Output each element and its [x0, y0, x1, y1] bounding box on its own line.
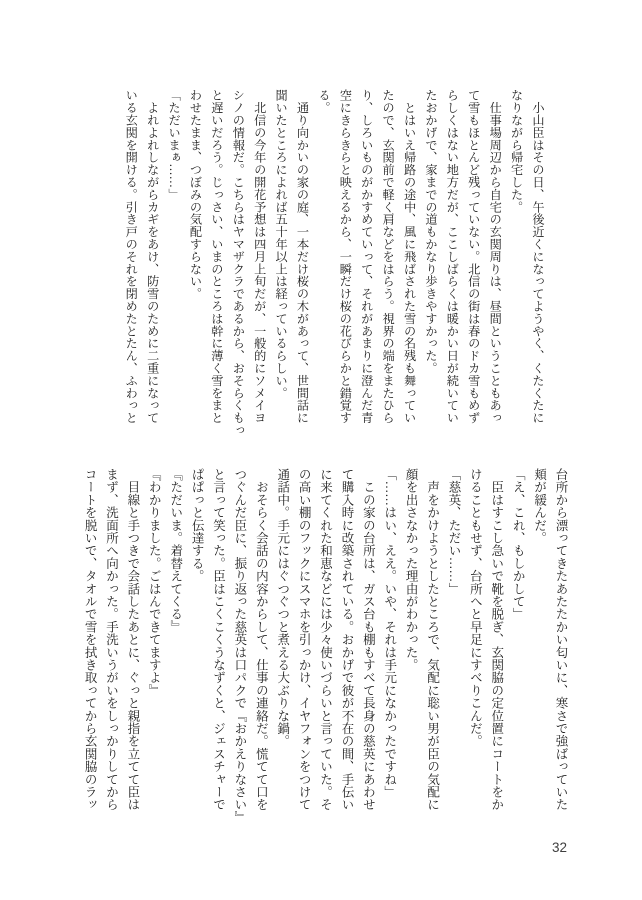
text-line: わせたまま、つぼみの気配すらない。: [188, 89, 203, 300]
text-line: に来てくれた和恵などには少々使いづらいと言っていた。そ: [318, 468, 333, 811]
text-line: 「え、これ、もしかして」: [511, 468, 526, 621]
text-line: 聞いたところによれば五十年以上は経っているらしい。: [274, 89, 289, 399]
text-line: 「慈英、ただい……」: [446, 468, 461, 595]
text-line: る。: [316, 89, 331, 114]
text-line: 「……はい、ええ。いや、それは手元になかったですね」: [382, 468, 397, 799]
text-line: この家の台所は、ガス台も棚もすべて長身の慈英にあわせ: [361, 468, 376, 811]
text-line: と遅いだろう。じっさい、いまのところは幹に薄く雪をまと: [209, 89, 224, 424]
text-line: て雪もほとんど残っていない。北信の街は春のドカ雪もめず: [466, 89, 481, 424]
text-line: の高い棚のフックにスマホを引っかけ、イヤフォンをつけて: [297, 468, 312, 811]
text-line: なりながら帰宅した。: [509, 89, 524, 213]
text-line: たおかげで、家までの道もかなり歩きやすかった。: [423, 89, 438, 375]
text-line: 『わかりました。ごはんできてますよ』: [147, 468, 162, 697]
text-line: て購入時に改築されている。おかげで彼が不在の間、手伝い: [339, 468, 354, 811]
text-line: らしくはない地方だが、ここしばらくは暖かい日が続いてい: [445, 89, 460, 424]
text-line: 北信の今年の開花予想は四月上旬だが、一般的にソメイヨ: [252, 89, 267, 424]
text-line: よれよれしながらカギをあけ、防雪のために二重になって: [145, 89, 160, 424]
text-line: 目線と手つきで会話したあとに、ぐっと親指を立てて臣は: [125, 468, 140, 811]
text-line: 「ただいまぁ……」: [167, 89, 182, 201]
text-line: 仕事場周辺から自宅の玄関周りは、昼間ということもあっ: [488, 89, 503, 424]
text-line: たので、玄関前で軽く肩などをはらう。視界の端をまたひら: [381, 89, 396, 424]
text-line: り、しろいものがかすめていって、それがあまりに澄んだ青: [359, 89, 374, 424]
text-line: とはいえ帰路の途中、風に飛ばされた雪の名残も舞ってい: [402, 89, 417, 424]
text-line: 臣はすこし急いで靴を脱ぎ、玄関脇の定位置にコートをか: [489, 468, 504, 811]
text-line: つぐんだ臣に、振り返った慈英は口パクで『おかえりなさい』: [232, 468, 247, 824]
text-line: コートを脱いで、タオルで雪を拭き取ってから玄関脇のラッ: [83, 468, 98, 811]
text-line: 通話中。手元にはぐつぐつと煮える大ぶりな鍋。: [275, 468, 290, 748]
text-line: 小山臣はその日、午後近くになってようやく、くたくたに: [531, 89, 545, 424]
text-line: 空にきらきらと映えるから、一瞬だけ桜の花びらかと錯覚す: [338, 89, 353, 424]
text-line: けることもせず、台所へと早足にすべりこんだ。: [468, 468, 483, 748]
text-line: 頬が緩んだ。: [532, 468, 547, 545]
text-block-top: [120, 89, 548, 437]
text-line: シノの情報だ。こちらはヤマザクラであるから、おそらくもっ: [231, 89, 246, 437]
text-line: おそらく会話の内容からして、仕事の連絡だ。慌てて口を: [254, 468, 269, 811]
text-line: いる玄関を開ける。引き戸のそれを閉めたとたん、ふわっと: [124, 89, 139, 424]
text-line: 『ただいま。着替えてくる』: [168, 468, 183, 634]
text-line: まず、洗面所へ向かった。手洗いうがいをしっかりしてから: [104, 468, 119, 811]
text-line: ぱぱっと伝達する。: [190, 468, 205, 583]
text-block-bottom: [79, 468, 571, 824]
text-line: 通り向かいの家の庭、一本だけ桜の木があって、世間話に: [295, 89, 310, 424]
page-number: 32: [552, 840, 568, 855]
text-line: 顔を出さなかった理由がわかった。: [404, 468, 419, 672]
text-line: 台所から漂ってきたあたたかい匂いに、寒さで強ばっていた: [554, 468, 568, 811]
text-line: 声をかけようとしたところで、気配に聡い男が臣の気配に: [425, 468, 440, 811]
text-line: と言って笑った。臣はこくこくうなずくと、ジェスチャーで: [211, 468, 226, 811]
